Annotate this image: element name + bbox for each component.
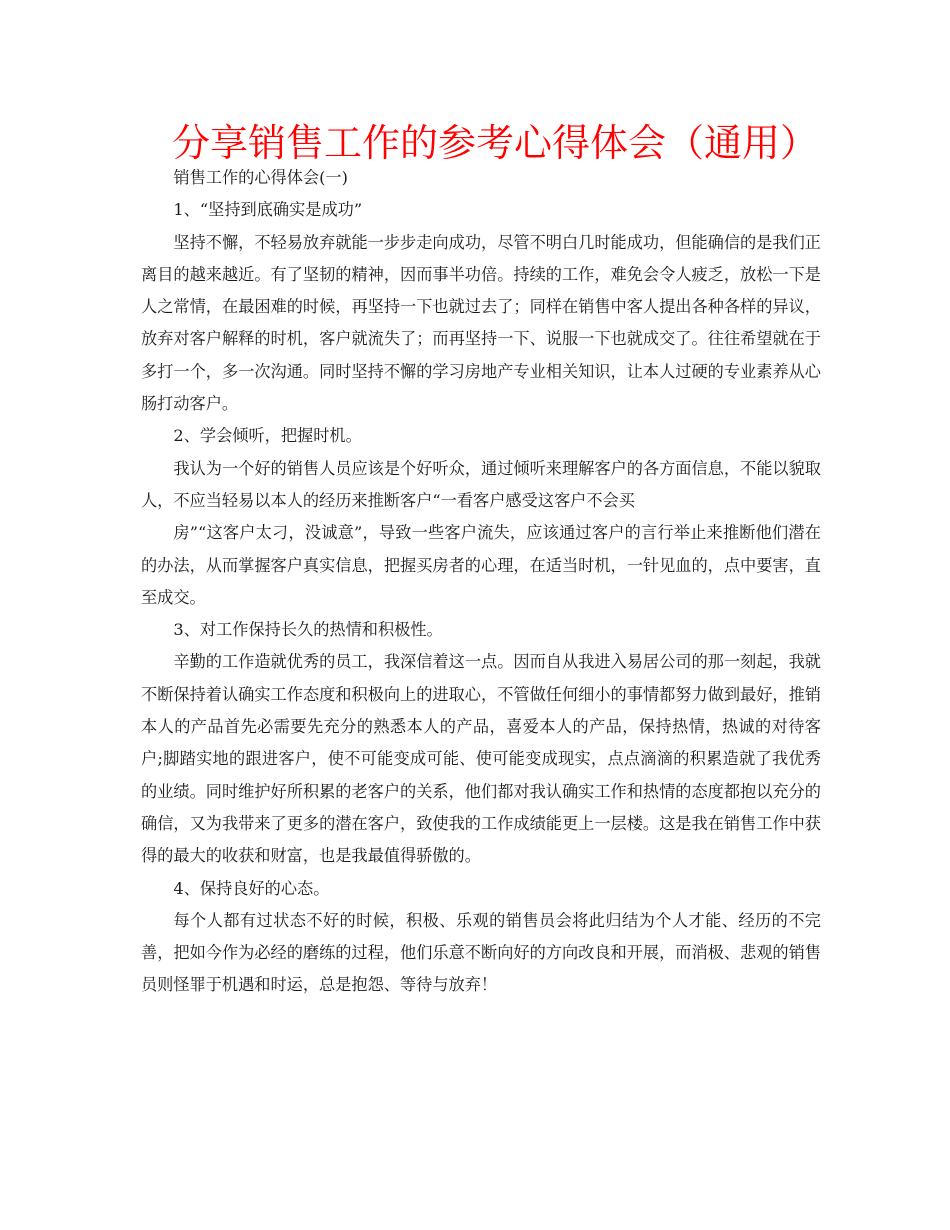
body-paragraph: 房”“这客户太刁，没诚意”，导致一些客户流失，应该通过客户的言行举止来推断他们潜在的办法，从而掌握客户真实信息，把握买房者的心理，在适当时机，一针见血的，点中要害，直至成交。 — [141, 523, 821, 607]
point-heading-4: 4、保持良好的心态。 — [173, 878, 330, 898]
point-heading-3: 3、对工作保持长久的热情和积极性。 — [173, 620, 443, 640]
body-paragraph: 辛勤的工作造就优秀的员工，我深信着这一点。因而自从我进入易居公司的那一刻起，我就不断保持着认确实工作态度和积极向上的进取心，不管做任何细小的事情都努力做到最好，推销本人的产品首先必需要先充分的熟悉本人的产品，喜爱本人的产品，保持热情，热诚的对待客户;脚踏实地的跟进客户，使不可能变成可能、使可能变成现实，点点滴滴的积累造就了我优秀的业绩。同时维护好所积累的老客户的关系，他们都对我认确实工作和热情的态度都抱以充分的确信，又为我带来了更多的潜在客户，致使我的工作成绩能更上一层楼。这是我在销售工作中获得的最大的收获和财富，也是我最值得骄傲的。 — [141, 652, 821, 866]
body-paragraph: 坚持不懈，不轻易放弃就能一步步走向成功，尽管不明白几时能成功，但能确信的是我们正离目的越来越近。有了坚韧的精神，因而事半功倍。持续的工作，难免会令人疲乏，放松一下是人之常情，在最困难的时候，再坚持一下也就过去了；同样在销售中客人提出各种各样的异议，放弃对客户解释的时机，客户就流失了；而再坚持一下、说服一下也就成交了。往往希望就在于多打一个，多一次沟通。同时坚持不懈的学习房地产专业相关知识，让本人过硬的专业素养从心肠打动客户。 — [141, 232, 821, 414]
section-heading: 销售工作的心得体会(一) — [173, 168, 348, 187]
point-heading-2: 2、学会倾听，把握时机。 — [173, 426, 362, 446]
body-paragraph: 我认为一个好的销售人员应该是个好听众，通过倾听来理解客户的各方面信息，不能以貌取人，不应当轻易以本人的经历来推断客户“一看客户感受这客户不会买 — [141, 458, 821, 510]
document-body — [141, 162, 821, 1002]
point-heading-1: 1、“坚持到底确实是成功” — [173, 200, 363, 220]
document-title: 分享销售工作的参考心得体会（通用） — [172, 121, 819, 165]
body-paragraph: 每个人都有过状态不好的时候，积极、乐观的销售员会将此归结为个人才能、经历的不完善，把如今作为必经的磨练的过程，他们乐意不断向好的方向改良和开展，而消极、悲观的销售员则怪罪于机遇和时运，总是抱怨、等待与放弃！ — [141, 910, 821, 995]
